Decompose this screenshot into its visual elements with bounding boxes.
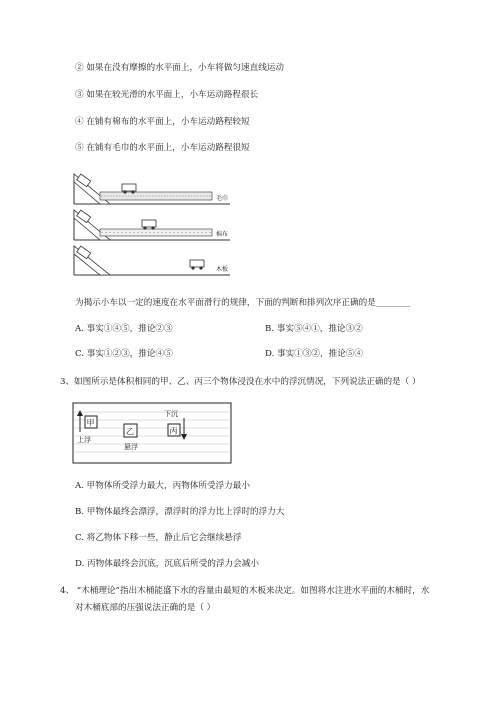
- q4-stem-line1: 4、 “木桶理论”指出木桶能盛下水的容量由最短的木板来决定。如图将水注进水平面的木桶时，水: [60, 586, 430, 596]
- q2-option-d[interactable]: D. 事实①③②，推论⑤④: [265, 349, 363, 359]
- q3-stem: 3、如图所示是体积相同的甲、乙、丙三个物体浸没在水中的浮沉情况，下列说法正确的是（ ）: [60, 377, 421, 387]
- object-jia: 甲: [86, 418, 95, 428]
- q4-stem-line2: 对木桶底部的压强说法正确的是（ ）: [75, 603, 216, 613]
- q3-option-a[interactable]: A. 甲物体所受浮力最大，丙物体所受浮力最小: [75, 481, 250, 491]
- label-sink: 下沉: [164, 410, 178, 418]
- ramp-row-board: [74, 246, 230, 275]
- q3-option-c[interactable]: C. 将乙物体下移一些，静止后它会继续悬浮: [75, 533, 242, 543]
- statement-3: ③ 如果在较光滑的水平面上，小车运动路程很长: [75, 90, 259, 100]
- buoyancy-figure: [72, 402, 232, 464]
- q3-option-d[interactable]: D. 丙物体最终会沉底，沉底后所受的浮力会减小: [75, 559, 259, 569]
- statement-4: ④ 在铺有棉布的水平面上，小车运动路程较短: [75, 117, 250, 127]
- q3-option-b[interactable]: B. 甲物体最终会漂浮，漂浮时的浮力比上浮时的浮力大: [75, 507, 285, 517]
- statement-2: ② 如果在没有摩擦的水平面上，小车将做匀速直线运动: [75, 63, 284, 73]
- surface-label-towel: 毛巾: [216, 195, 229, 202]
- statement-5: ⑤ 在铺有毛巾的水平面上，小车运动路程很短: [75, 143, 250, 153]
- q2-option-b[interactable]: B. 事实⑤④①，推论③②: [265, 324, 363, 334]
- object-yi: 乙: [126, 427, 134, 436]
- cart-ramp-figure: [70, 168, 245, 283]
- label-suspend: 悬浮: [124, 443, 138, 451]
- surface-label-board: 木板: [216, 266, 229, 273]
- label-float-up: 上浮: [77, 436, 91, 444]
- surface-label-cotton: 棉布: [216, 231, 229, 238]
- object-bing: 丙: [169, 426, 178, 436]
- q2-stem: 为揭示小车以一定的速度在水平面滑行的规律，下面的判断和排列次序正确的是________: [75, 298, 411, 308]
- q2-option-c[interactable]: C. 事实①②③，推论④⑤: [75, 349, 173, 359]
- ramp-row-cotton: [74, 210, 230, 240]
- q2-option-a[interactable]: A. 事实①④⑤，推论②③: [75, 324, 173, 334]
- ramp-row-towel: [74, 174, 230, 204]
